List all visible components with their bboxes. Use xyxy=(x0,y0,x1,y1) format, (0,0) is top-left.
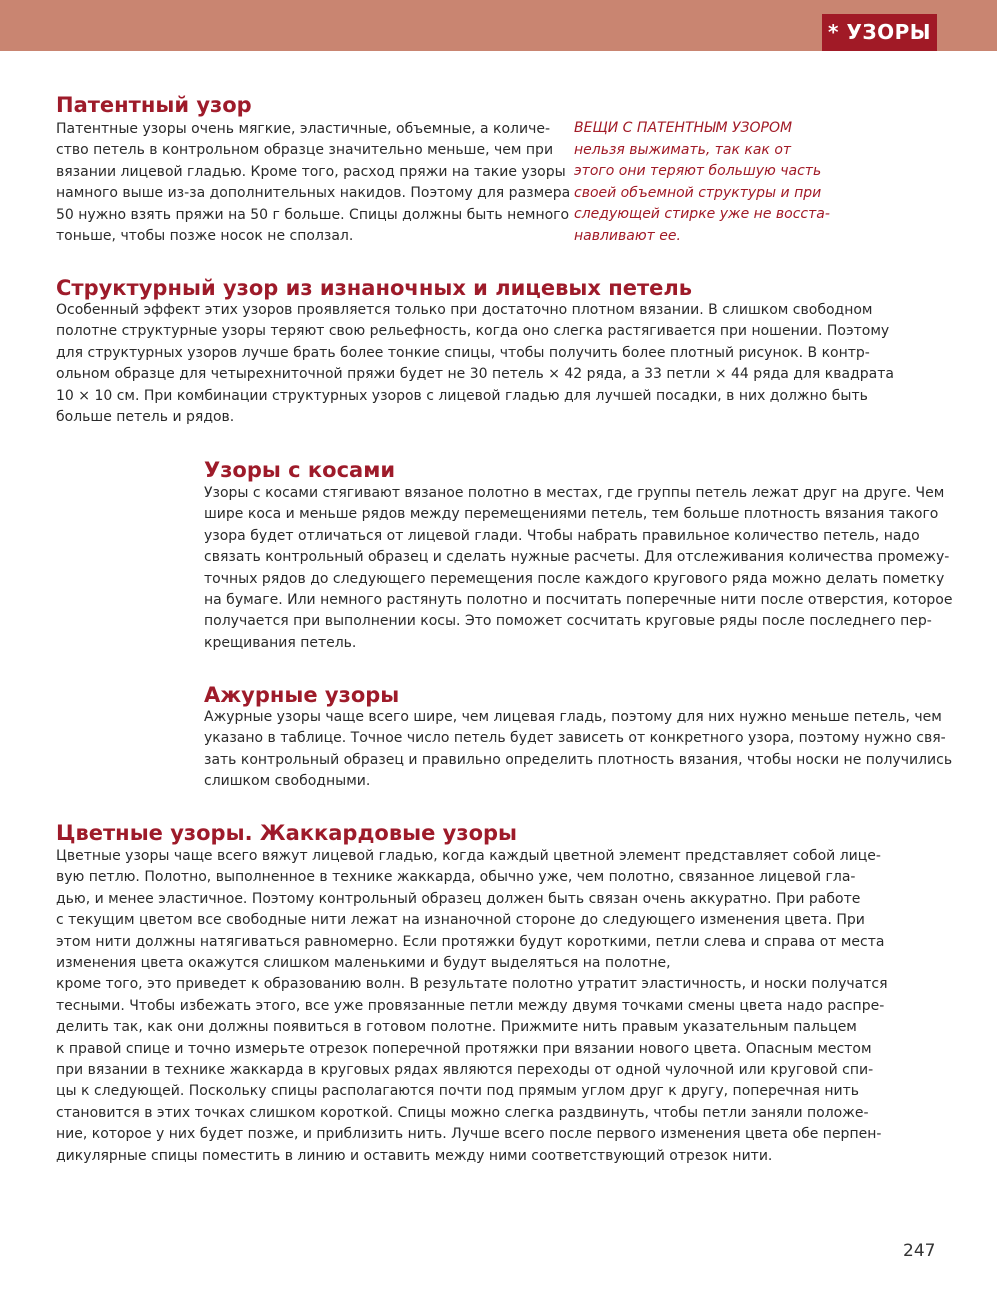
page-number: 247 xyxy=(903,1241,936,1261)
section-title-patent: Патентный узор xyxy=(56,93,252,117)
text-line: дикулярные спицы поместить в линию и оставить между ними соответствующий отрезок нити. xyxy=(56,1147,773,1164)
paragraph-patent xyxy=(56,119,570,247)
text-line: этом нити должны натягиваться равномерно. Если протяжки будут короткими, петли слева и справа от места xyxy=(56,933,885,950)
text-line: слишком свободными. xyxy=(204,773,371,790)
text-line: полотне структурные узоры теряют свою рельефность, когда оно слегка растягивается при ношении. Поэтому xyxy=(56,323,890,340)
section-title-lace: Ажурные узоры xyxy=(204,683,400,707)
paragraph-cables xyxy=(204,483,952,654)
text-line: больше петель и рядов. xyxy=(56,409,235,426)
text-line: узора будет отличаться от лицевой глади. Чтобы набрать правильное количество петель, надо xyxy=(204,527,920,544)
text-line: зать контрольный образец и правильно определить плотность вязания, чтобы носки не получились xyxy=(204,751,953,768)
note-line: следующей стирке уже не восста- xyxy=(574,206,830,223)
text-line: ольном образце для четырехниточной пряжи будет не 30 петель × 42 ряда, а 33 петли × 44 ряда для квадрата xyxy=(56,366,894,383)
text-line: точных рядов до следующего перемещения после каждого кругового ряда можно делать пометку xyxy=(204,570,945,587)
text-line: указано в таблице. Точное число петель будет зависеть от конкретного узора, поэтому нужно свя- xyxy=(204,730,946,747)
section-title-cables: Узоры с косами xyxy=(204,458,396,482)
paragraph-structure xyxy=(56,300,894,428)
text-line: к правой спице и точно измерьте отрезок поперечной протяжки при вязании нового цвета. Опасным местом xyxy=(56,1040,872,1057)
text-line: вую петлю. Полотно, выполненное в технике жаккарда, обычно уже, чем полотно, связанное лицевой гла- xyxy=(56,869,856,886)
text-line: Узоры с косами стягивают вязаное полотно в местах, где группы петель лежат друг на друге. Чем xyxy=(204,485,945,501)
text-line: Цветные узоры чаще всего вяжут лицевой гладью, когда каждый цветной элемент представляет собой лице- xyxy=(56,848,881,864)
note-line: навливают ее. xyxy=(574,227,681,244)
text-line: для структурных узоров лучше брать более тонкие спицы, чтобы получить более плотный рисунок. В контр- xyxy=(56,344,870,361)
text-line: Ажурные узоры чаще всего шире, чем лицевая гладь, поэтому для них нужно меньше петель, чем xyxy=(204,709,942,725)
text-line: становится в этих точках слишком короткой. Спицы можно слегка раздвинуть, чтобы петли заняли положе- xyxy=(56,1104,869,1121)
note-line: нельзя выжимать, так как от xyxy=(574,141,792,158)
text-line: крещивания петель. xyxy=(204,634,357,651)
text-line: тоньше, чтобы позже носок не сползал. xyxy=(56,228,354,245)
text-line: тесными. Чтобы избежать этого, все уже провязанные петли между двумя точками смены цвета надо распре- xyxy=(56,997,885,1014)
text-line: Особенный эффект этих узоров проявляется только при достаточно плотном вязании. В слишком свободном xyxy=(56,302,873,318)
section-title-structure: Структурный узор из изнаночных и лицевых петель xyxy=(56,276,693,300)
text-line: 10 × 10 см. При комбинации структурных узоров с лицевой гладью для лучшей посадки, в них должно быть xyxy=(56,387,868,404)
text-line: Патентные узоры очень мягкие, эластичные, объемные, а количе- xyxy=(56,121,551,137)
text-line: с текущим цветом все свободные нити лежат на изнаночной стороне до следующего изменения цвета. При xyxy=(56,912,865,929)
text-line: намного выше из-за дополнительных накидов. Поэтому для размера xyxy=(56,185,571,202)
text-line: при вязании в технике жаккарда в круговых рядах являются переходы от одной чулочной или круговой спи- xyxy=(56,1062,874,1079)
text-line: получается при выполнении косы. Это поможет сосчитать круговые ряды после последнего пер- xyxy=(204,613,932,630)
text-line: цы к следующей. Поскольку спицы располагаются почти под прямым углом друг к другу, поперечная нить xyxy=(56,1083,860,1100)
text-line: делить так, как они должны появиться в готовом полотне. Прижмите нить правым указательным пальцем xyxy=(56,1019,857,1036)
section-tag: * УЗОРЫ * xyxy=(822,14,937,51)
side-note xyxy=(574,118,874,248)
section-title-jacquard: Цветные узоры. Жаккардовые узоры xyxy=(56,821,518,845)
text-line: изменения цвета окажутся слишком маленькими и будут выделяться на полотне, xyxy=(56,955,671,972)
text-line: на бумаге. Или немного растянуть полотно и посчитать поперечные нити после отверстия, которое xyxy=(204,592,953,609)
note-line: ВЕЩИ С ПАТЕНТНЫМ УЗОРОМ xyxy=(574,120,793,136)
text-line: ство петель в контрольном образце значительно меньше, чем при xyxy=(56,142,554,159)
text-line: ние, которое у них будет позже, и приблизить нить. Лучше всего после первого изменения цвета обе перпен- xyxy=(56,1126,882,1143)
text-line: вязании лицевой гладью. Кроме того, расход пряжи на такие узоры xyxy=(56,163,566,180)
text-line: 50 нужно взять пряжи на 50 г больше. Спицы должны быть немного xyxy=(56,206,570,223)
text-line: кроме того, это приведет к образованию волн. В результате полотно утратит эластичность, и носки получатся xyxy=(56,976,888,993)
text-line: связать контрольный образец и сделать нужные расчеты. Для отслеживания количества промежу- xyxy=(204,549,950,566)
paragraph-jacquard xyxy=(56,846,888,1167)
note-line: своей объемной структуры и при xyxy=(574,184,822,201)
paragraph-lace xyxy=(204,707,952,793)
text-line: шире коса и меньше рядов между перемещениями петель, тем больше плотность вязания такого xyxy=(204,506,939,523)
text-line: дью, и менее эластичное. Поэтому контрольный образец должен быть связан очень аккуратно. При работе xyxy=(56,890,861,907)
note-line: этого они теряют большую часть xyxy=(574,163,822,180)
